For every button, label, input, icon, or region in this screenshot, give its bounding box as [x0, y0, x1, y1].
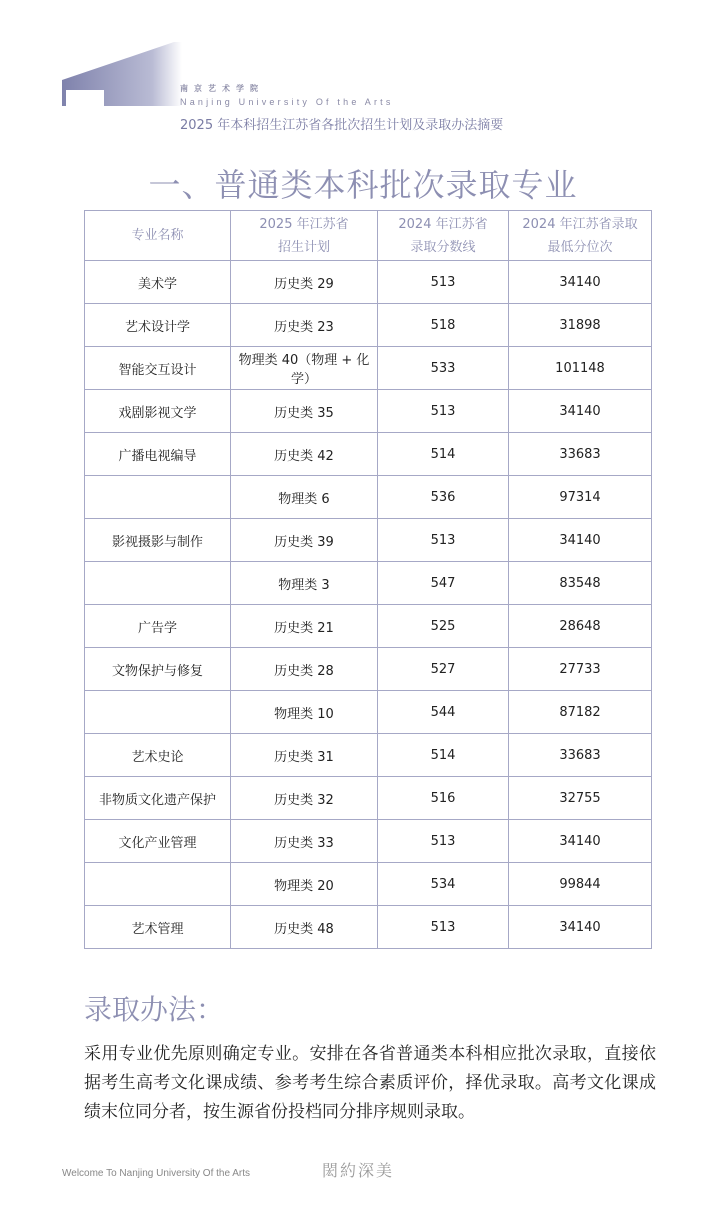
- cell-major: 艺术史论: [85, 734, 231, 777]
- table-row: [85, 433, 652, 476]
- cell-plan: 历史类 33: [231, 820, 378, 863]
- cell-plan: 物理类 6: [231, 476, 378, 519]
- cell-plan: 历史类 39: [231, 519, 378, 562]
- cell-score: 525: [378, 605, 509, 648]
- table-row: [85, 777, 652, 820]
- cell-rank: 101148: [509, 347, 652, 390]
- cell-score: 514: [378, 734, 509, 777]
- cell-plan: 历史类 32: [231, 777, 378, 820]
- university-name-cn: 南京艺术学院: [180, 84, 264, 93]
- cell-major: 戏剧影视文学: [85, 390, 231, 433]
- cell-rank: 34140: [509, 906, 652, 949]
- cell-score: 544: [378, 691, 509, 734]
- cell-rank: 97314: [509, 476, 652, 519]
- cell-score: 536: [378, 476, 509, 519]
- cell-rank: 34140: [509, 390, 652, 433]
- cell-rank: 83548: [509, 562, 652, 605]
- cell-major: 艺术管理: [85, 906, 231, 949]
- cell-plan: 物理类 10: [231, 691, 378, 734]
- header-line: 2025 年江苏省: [259, 216, 349, 232]
- cell-plan: 历史类 35: [231, 390, 378, 433]
- header-rank-2024: [509, 211, 652, 261]
- cell-major: 文物保护与修复: [85, 648, 231, 691]
- table-row: [85, 691, 652, 734]
- cell-score: 513: [378, 519, 509, 562]
- cell-rank: 31898: [509, 304, 652, 347]
- cell-major: [85, 476, 231, 519]
- cell-score: 516: [378, 777, 509, 820]
- cell-plan: 历史类 28: [231, 648, 378, 691]
- table-row: [85, 863, 652, 906]
- table-header-row: [85, 211, 652, 261]
- table-row: [85, 906, 652, 949]
- table-row: [85, 304, 652, 347]
- cell-plan: 历史类 29: [231, 261, 378, 304]
- cell-rank: 87182: [509, 691, 652, 734]
- cell-plan: 历史类 31: [231, 734, 378, 777]
- cell-major: 影视摄影与制作: [85, 519, 231, 562]
- cell-plan: 历史类 48: [231, 906, 378, 949]
- cell-major: 文化产业管理: [85, 820, 231, 863]
- header-major: [85, 211, 231, 261]
- cell-plan: 历史类 42: [231, 433, 378, 476]
- university-logo: [62, 42, 182, 106]
- cell-major: [85, 863, 231, 906]
- cell-rank: 28648: [509, 605, 652, 648]
- cell-major: 智能交互设计: [85, 347, 231, 390]
- cell-major: [85, 691, 231, 734]
- method-title: 录取办法：: [84, 993, 225, 1026]
- cell-plan: 历史类 21: [231, 605, 378, 648]
- header-line: 录取分数线: [410, 239, 476, 255]
- header-plan-2025: [231, 211, 378, 261]
- table-row: [85, 820, 652, 863]
- table-row: [85, 347, 652, 390]
- cell-score: 513: [378, 261, 509, 304]
- cell-plan: 历史类 23: [231, 304, 378, 347]
- header-line: 最低分位次: [547, 239, 613, 255]
- cell-rank: 34140: [509, 519, 652, 562]
- header-line: 招生计划: [277, 239, 330, 255]
- cell-score: 527: [378, 648, 509, 691]
- admission-table: [84, 210, 652, 949]
- header-line: 专业名称: [131, 228, 184, 243]
- cell-major: [85, 562, 231, 605]
- table-row: [85, 519, 652, 562]
- cell-rank: 33683: [509, 734, 652, 777]
- header-line: 2024 年江苏省: [398, 216, 488, 232]
- cell-rank: 27733: [509, 648, 652, 691]
- cell-major: 艺术设计学: [85, 304, 231, 347]
- method-body: 采用专业优先原则确定专业。安排在各省普通类本科相应批次录取，直接依据考生高考文化课成绩、参考考生综合素质评价，择优录取。高考文化课成绩末位同分者，按生源省份投档同分排序规则录取。: [84, 1044, 656, 1122]
- header-score-2024: [378, 211, 509, 261]
- table-row: [85, 261, 652, 304]
- cell-rank: 34140: [509, 820, 652, 863]
- university-name-en: Nanjing University Of the Arts: [180, 97, 394, 107]
- table-row: [85, 648, 652, 691]
- cell-rank: 33683: [509, 433, 652, 476]
- cell-score: 513: [378, 390, 509, 433]
- header-line: 2024 年江苏省录取: [522, 216, 638, 232]
- document-subtitle: 2025 年本科招生江苏省各批次招生计划及录取办法摘要: [180, 118, 504, 133]
- cell-plan: 物理类 40（物理 + 化学）: [231, 347, 378, 390]
- footer-welcome: Welcome To Nanjing University Of the Arts: [62, 1168, 251, 1179]
- cell-rank: 99844: [509, 863, 652, 906]
- cell-plan: 物理类 3: [231, 562, 378, 605]
- cell-score: 513: [378, 820, 509, 863]
- cell-major: 非物质文化遗产保护: [85, 777, 231, 820]
- cell-score: 534: [378, 863, 509, 906]
- cell-major: 美术学: [85, 261, 231, 304]
- table-row: [85, 734, 652, 777]
- table-row: [85, 390, 652, 433]
- cell-rank: 34140: [509, 261, 652, 304]
- section-title: 一、普通类本科批次录取专业: [148, 166, 578, 204]
- cell-score: 547: [378, 562, 509, 605]
- cell-major: 广告学: [85, 605, 231, 648]
- table-row: [85, 476, 652, 519]
- cell-plan: 物理类 20: [231, 863, 378, 906]
- footer-motto: 閎約深美: [322, 1161, 395, 1180]
- table-row: [85, 605, 652, 648]
- cell-rank: 32755: [509, 777, 652, 820]
- cell-score: 533: [378, 347, 509, 390]
- cell-score: 518: [378, 304, 509, 347]
- cell-score: 513: [378, 906, 509, 949]
- cell-major: 广播电视编导: [85, 433, 231, 476]
- cell-score: 514: [378, 433, 509, 476]
- table-row: [85, 562, 652, 605]
